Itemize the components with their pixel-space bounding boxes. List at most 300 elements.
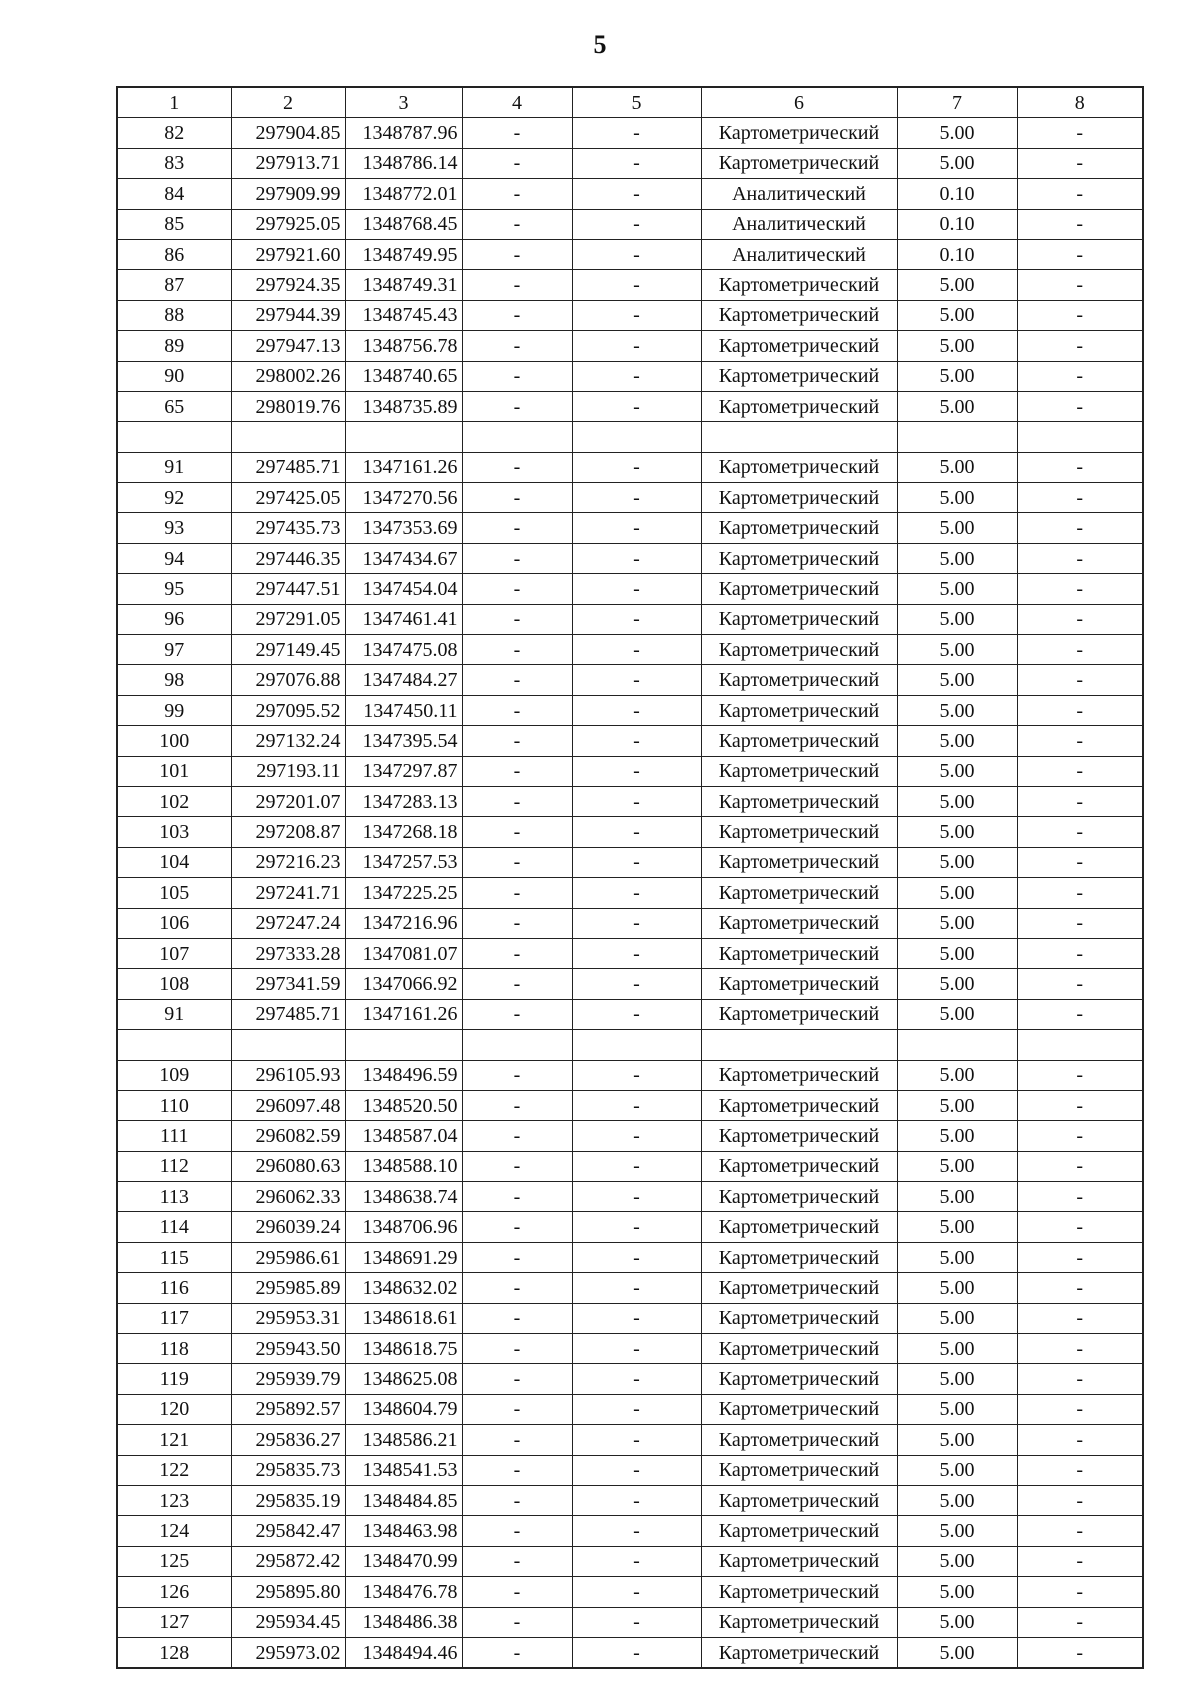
col4-cell: - (462, 361, 572, 391)
table-row (117, 1273, 1143, 1303)
method-cell: Картометрический (701, 574, 897, 604)
col4-cell: - (462, 1394, 572, 1424)
accuracy-cell: 5.00 (897, 361, 1017, 391)
accuracy-cell: 5.00 (897, 1546, 1017, 1576)
method-cell: Картометрический (701, 908, 897, 938)
accuracy-cell: 5.00 (897, 118, 1017, 148)
table-row (117, 1030, 1143, 1060)
col8-cell: - (1017, 1182, 1143, 1212)
col5-cell: - (572, 1577, 701, 1607)
col5-cell: - (572, 999, 701, 1029)
method-cell: Картометрический (701, 513, 897, 543)
y-coordinate-cell: 1348496.59 (345, 1060, 462, 1090)
col4-cell: - (462, 665, 572, 695)
table-row (117, 1394, 1143, 1424)
col5-cell: - (572, 847, 701, 877)
table-row (117, 1121, 1143, 1151)
point-number-cell: 101 (117, 756, 231, 786)
y-coordinate-cell: 1347434.67 (345, 543, 462, 573)
accuracy-cell: 5.00 (897, 1303, 1017, 1333)
table-row (117, 1485, 1143, 1515)
col8-cell: - (1017, 786, 1143, 816)
table-row (117, 786, 1143, 816)
x-coordinate-cell: 295943.50 (231, 1334, 345, 1364)
col4-cell: - (462, 908, 572, 938)
y-coordinate-cell: 1348494.46 (345, 1637, 462, 1668)
accuracy-cell: 5.00 (897, 635, 1017, 665)
y-coordinate-cell: 1348735.89 (345, 391, 462, 421)
col5-cell: - (572, 118, 701, 148)
col5-cell: - (572, 1060, 701, 1090)
table-row (117, 1090, 1143, 1120)
method-cell: Аналитический (701, 209, 897, 239)
method-cell: Картометрический (701, 1607, 897, 1637)
y-coordinate-cell: 1347475.08 (345, 635, 462, 665)
accuracy-cell: 5.00 (897, 1121, 1017, 1151)
accuracy-cell: 5.00 (897, 1212, 1017, 1242)
table-row (117, 300, 1143, 330)
table-row (117, 847, 1143, 877)
x-coordinate-cell: 297095.52 (231, 695, 345, 725)
table-row (117, 635, 1143, 665)
accuracy-cell: 5.00 (897, 270, 1017, 300)
method-cell: Картометрический (701, 726, 897, 756)
y-coordinate-cell: 1347161.26 (345, 999, 462, 1029)
col5-cell: - (572, 513, 701, 543)
method-cell: Картометрический (701, 1425, 897, 1455)
x-coordinate-cell: 295842.47 (231, 1516, 345, 1546)
col5-cell: - (572, 1090, 701, 1120)
header-cell: 7 (897, 87, 1017, 118)
table-row (117, 878, 1143, 908)
y-coordinate-cell (345, 1030, 462, 1060)
method-cell: Картометрический (701, 331, 897, 361)
col5-cell: - (572, 969, 701, 999)
accuracy-cell: 5.00 (897, 695, 1017, 725)
y-coordinate-cell: 1348768.45 (345, 209, 462, 239)
table-row (117, 1516, 1143, 1546)
header-cell: 2 (231, 87, 345, 118)
accuracy-cell: 0.10 (897, 239, 1017, 269)
point-number-cell (117, 1030, 231, 1060)
table-row (117, 817, 1143, 847)
x-coordinate-cell: 296082.59 (231, 1121, 345, 1151)
col5-cell: - (572, 1516, 701, 1546)
col5-cell: - (572, 239, 701, 269)
x-coordinate-cell (231, 1030, 345, 1060)
col4-cell: - (462, 452, 572, 482)
table-row (117, 695, 1143, 725)
accuracy-cell: 5.00 (897, 938, 1017, 968)
col8-cell: - (1017, 239, 1143, 269)
table-row (117, 239, 1143, 269)
point-number-cell: 110 (117, 1090, 231, 1120)
x-coordinate-cell: 295836.27 (231, 1425, 345, 1455)
accuracy-cell: 5.00 (897, 878, 1017, 908)
x-coordinate-cell: 297076.88 (231, 665, 345, 695)
col5-cell: - (572, 1334, 701, 1364)
col5-cell: - (572, 635, 701, 665)
col8-cell: - (1017, 1151, 1143, 1181)
method-cell: Картометрический (701, 1060, 897, 1090)
y-coordinate-cell: 1348463.98 (345, 1516, 462, 1546)
col4-cell: - (462, 1485, 572, 1515)
y-coordinate-cell: 1347353.69 (345, 513, 462, 543)
accuracy-cell: 5.00 (897, 817, 1017, 847)
point-number-cell: 125 (117, 1546, 231, 1576)
x-coordinate-cell: 295872.42 (231, 1546, 345, 1576)
col8-cell: - (1017, 1394, 1143, 1424)
y-coordinate-cell: 1348586.21 (345, 1425, 462, 1455)
table-row (117, 1455, 1143, 1485)
method-cell: Картометрический (701, 938, 897, 968)
table-row (117, 118, 1143, 148)
col4-cell: - (462, 1151, 572, 1181)
method-cell: Картометрический (701, 665, 897, 695)
y-coordinate-cell: 1348476.78 (345, 1577, 462, 1607)
y-coordinate-cell: 1348541.53 (345, 1455, 462, 1485)
y-coordinate-cell: 1348638.74 (345, 1182, 462, 1212)
method-cell: Картометрический (701, 361, 897, 391)
col4-cell: - (462, 878, 572, 908)
col5-cell: - (572, 300, 701, 330)
accuracy-cell: 5.00 (897, 1577, 1017, 1607)
col5-cell: - (572, 209, 701, 239)
accuracy-cell: 5.00 (897, 1273, 1017, 1303)
point-number-cell: 124 (117, 1516, 231, 1546)
point-number-cell: 82 (117, 118, 231, 148)
col8-cell: - (1017, 695, 1143, 725)
accuracy-cell: 5.00 (897, 786, 1017, 816)
col8-cell: - (1017, 635, 1143, 665)
table-row (117, 148, 1143, 178)
x-coordinate-cell: 297909.99 (231, 179, 345, 209)
col5-cell: - (572, 452, 701, 482)
accuracy-cell: 5.00 (897, 847, 1017, 877)
y-coordinate-cell: 1347225.25 (345, 878, 462, 908)
point-number-cell: 113 (117, 1182, 231, 1212)
y-coordinate-cell: 1348772.01 (345, 179, 462, 209)
method-cell: Картометрический (701, 1334, 897, 1364)
col4-cell: - (462, 179, 572, 209)
col5-cell: - (572, 786, 701, 816)
col4-cell: - (462, 1516, 572, 1546)
col5-cell: - (572, 1485, 701, 1515)
col8-cell: - (1017, 938, 1143, 968)
x-coordinate-cell: 297944.39 (231, 300, 345, 330)
y-coordinate-cell: 1348706.96 (345, 1212, 462, 1242)
col5-cell: - (572, 1455, 701, 1485)
col5-cell (572, 422, 701, 452)
table-row (117, 1212, 1143, 1242)
point-number-cell: 120 (117, 1394, 231, 1424)
y-coordinate-cell: 1347270.56 (345, 483, 462, 513)
method-cell: Картометрический (701, 1546, 897, 1576)
method-cell: Картометрический (701, 1455, 897, 1485)
page-number: 5 (593, 30, 607, 59)
col4-cell: - (462, 1273, 572, 1303)
col4-cell: - (462, 1182, 572, 1212)
col4-cell: - (462, 695, 572, 725)
y-coordinate-cell: 1348740.65 (345, 361, 462, 391)
accuracy-cell: 5.00 (897, 391, 1017, 421)
point-number-cell: 123 (117, 1485, 231, 1515)
point-number-cell: 103 (117, 817, 231, 847)
point-number-cell: 118 (117, 1334, 231, 1364)
col5-cell: - (572, 1121, 701, 1151)
method-cell: Картометрический (701, 452, 897, 482)
col4-cell: - (462, 1242, 572, 1272)
col8-cell: - (1017, 543, 1143, 573)
header-cell: 1 (117, 87, 231, 118)
col4-cell: - (462, 1607, 572, 1637)
col4-cell: - (462, 726, 572, 756)
x-coordinate-cell: 297241.71 (231, 878, 345, 908)
x-coordinate-cell: 297216.23 (231, 847, 345, 877)
col4-cell: - (462, 786, 572, 816)
x-coordinate-cell: 295953.31 (231, 1303, 345, 1333)
point-number-cell: 102 (117, 786, 231, 816)
coordinates-table (116, 86, 1144, 1669)
point-number-cell: 65 (117, 391, 231, 421)
col4-cell: - (462, 118, 572, 148)
point-number-cell: 109 (117, 1060, 231, 1090)
col8-cell: - (1017, 118, 1143, 148)
point-number-cell: 115 (117, 1242, 231, 1272)
point-number-cell: 117 (117, 1303, 231, 1333)
col4-cell: - (462, 270, 572, 300)
table-row (117, 361, 1143, 391)
accuracy-cell: 5.00 (897, 1607, 1017, 1637)
method-cell: Картометрический (701, 1485, 897, 1515)
y-coordinate-cell: 1347268.18 (345, 817, 462, 847)
method-cell: Картометрический (701, 1273, 897, 1303)
point-number-cell: 85 (117, 209, 231, 239)
x-coordinate-cell: 297485.71 (231, 452, 345, 482)
point-number-cell: 126 (117, 1577, 231, 1607)
header-cell: 4 (462, 87, 572, 118)
col5-cell: - (572, 1182, 701, 1212)
table-row (117, 179, 1143, 209)
col5-cell: - (572, 1546, 701, 1576)
x-coordinate-cell: 296105.93 (231, 1060, 345, 1090)
point-number-cell: 99 (117, 695, 231, 725)
table-row (117, 1364, 1143, 1394)
point-number-cell: 105 (117, 878, 231, 908)
x-coordinate-cell: 297333.28 (231, 938, 345, 968)
table-row (117, 422, 1143, 452)
x-coordinate-cell: 295986.61 (231, 1242, 345, 1272)
method-cell: Картометрический (701, 999, 897, 1029)
col4-cell: - (462, 483, 572, 513)
x-coordinate-cell: 297425.05 (231, 483, 345, 513)
x-coordinate-cell: 297921.60 (231, 239, 345, 269)
accuracy-cell: 5.00 (897, 452, 1017, 482)
method-cell: Картометрический (701, 969, 897, 999)
col8-cell: - (1017, 817, 1143, 847)
method-cell: Картометрический (701, 1303, 897, 1333)
col8-cell: - (1017, 209, 1143, 239)
col4-cell: - (462, 300, 572, 330)
table-row (117, 1577, 1143, 1607)
method-cell: Картометрический (701, 300, 897, 330)
col5-cell: - (572, 1607, 701, 1637)
y-coordinate-cell: 1347395.54 (345, 726, 462, 756)
x-coordinate-cell: 297208.87 (231, 817, 345, 847)
method-cell: Картометрический (701, 543, 897, 573)
col8-cell: - (1017, 1212, 1143, 1242)
col4-cell: - (462, 331, 572, 361)
x-coordinate-cell: 295934.45 (231, 1607, 345, 1637)
y-coordinate-cell: 1348484.85 (345, 1485, 462, 1515)
table-row (117, 726, 1143, 756)
method-cell: Картометрический (701, 1516, 897, 1546)
table-row (117, 665, 1143, 695)
col4-cell: - (462, 999, 572, 1029)
x-coordinate-cell: 296097.48 (231, 1090, 345, 1120)
col8-cell: - (1017, 1485, 1143, 1515)
table-row (117, 270, 1143, 300)
col8-cell: - (1017, 574, 1143, 604)
col8-cell: - (1017, 483, 1143, 513)
x-coordinate-cell: 297925.05 (231, 209, 345, 239)
col8-cell: - (1017, 969, 1143, 999)
x-coordinate-cell: 295939.79 (231, 1364, 345, 1394)
col8-cell: - (1017, 513, 1143, 543)
point-number-cell: 96 (117, 604, 231, 634)
x-coordinate-cell: 297924.35 (231, 270, 345, 300)
point-number-cell: 91 (117, 999, 231, 1029)
col5-cell (572, 1030, 701, 1060)
y-coordinate-cell: 1347216.96 (345, 908, 462, 938)
method-cell (701, 1030, 897, 1060)
method-cell: Картометрический (701, 483, 897, 513)
method-cell: Картометрический (701, 1212, 897, 1242)
method-cell: Картометрический (701, 635, 897, 665)
y-coordinate-cell: 1348786.14 (345, 148, 462, 178)
point-number-cell: 83 (117, 148, 231, 178)
method-cell: Картометрический (701, 878, 897, 908)
col8-cell: - (1017, 756, 1143, 786)
point-number-cell: 88 (117, 300, 231, 330)
point-number-cell: 93 (117, 513, 231, 543)
method-cell (701, 422, 897, 452)
col5-cell: - (572, 695, 701, 725)
col4-cell: - (462, 1334, 572, 1364)
col8-cell: - (1017, 1060, 1143, 1090)
col8-cell: - (1017, 1121, 1143, 1151)
y-coordinate-cell: 1348625.08 (345, 1364, 462, 1394)
point-number-cell: 116 (117, 1273, 231, 1303)
col4-cell: - (462, 148, 572, 178)
col8-cell: - (1017, 604, 1143, 634)
col5-cell: - (572, 817, 701, 847)
col8-cell: - (1017, 361, 1143, 391)
col4-cell: - (462, 1577, 572, 1607)
accuracy-cell: 5.00 (897, 1394, 1017, 1424)
point-number-cell: 91 (117, 452, 231, 482)
col5-cell: - (572, 391, 701, 421)
y-coordinate-cell: 1348588.10 (345, 1151, 462, 1181)
accuracy-cell: 5.00 (897, 1242, 1017, 1272)
x-coordinate-cell: 297446.35 (231, 543, 345, 573)
accuracy-cell: 5.00 (897, 1485, 1017, 1515)
accuracy-cell: 5.00 (897, 1516, 1017, 1546)
method-cell: Картометрический (701, 1121, 897, 1151)
method-cell: Картометрический (701, 847, 897, 877)
x-coordinate-cell: 298002.26 (231, 361, 345, 391)
col4-cell: - (462, 969, 572, 999)
col5-cell: - (572, 361, 701, 391)
y-coordinate-cell: 1347454.04 (345, 574, 462, 604)
col5-cell: - (572, 908, 701, 938)
point-number-cell: 94 (117, 543, 231, 573)
accuracy-cell: 5.00 (897, 1637, 1017, 1668)
method-cell: Картометрический (701, 1577, 897, 1607)
accuracy-cell: 5.00 (897, 331, 1017, 361)
x-coordinate-cell: 297913.71 (231, 148, 345, 178)
point-number-cell: 84 (117, 179, 231, 209)
col8-cell: - (1017, 300, 1143, 330)
col5-cell: - (572, 756, 701, 786)
col5-cell: - (572, 1364, 701, 1394)
method-cell: Картометрический (701, 1394, 897, 1424)
col8-cell: - (1017, 847, 1143, 877)
x-coordinate-cell: 295973.02 (231, 1637, 345, 1668)
table-row (117, 391, 1143, 421)
col8-cell: - (1017, 1577, 1143, 1607)
x-coordinate-cell: 295895.80 (231, 1577, 345, 1607)
method-cell: Картометрический (701, 270, 897, 300)
x-coordinate-cell: 295835.19 (231, 1485, 345, 1515)
y-coordinate-cell: 1348604.79 (345, 1394, 462, 1424)
y-coordinate-cell: 1348618.75 (345, 1334, 462, 1364)
col5-cell: - (572, 270, 701, 300)
col8-cell: - (1017, 1364, 1143, 1394)
point-number-cell: 87 (117, 270, 231, 300)
col4-cell: - (462, 239, 572, 269)
col5-cell: - (572, 938, 701, 968)
table-row (117, 1060, 1143, 1090)
point-number-cell: 86 (117, 239, 231, 269)
accuracy-cell: 5.00 (897, 1060, 1017, 1090)
header-cell: 8 (1017, 87, 1143, 118)
col4-cell: - (462, 1060, 572, 1090)
table-row (117, 756, 1143, 786)
accuracy-cell: 5.00 (897, 1151, 1017, 1181)
accuracy-cell: 5.00 (897, 483, 1017, 513)
col5-cell: - (572, 331, 701, 361)
col4-cell: - (462, 391, 572, 421)
method-cell: Картометрический (701, 604, 897, 634)
col5-cell: - (572, 1637, 701, 1668)
method-cell: Картометрический (701, 1182, 897, 1212)
col8-cell: - (1017, 726, 1143, 756)
col5-cell: - (572, 604, 701, 634)
col5-cell: - (572, 148, 701, 178)
col8-cell: - (1017, 179, 1143, 209)
col4-cell: - (462, 513, 572, 543)
col5-cell: - (572, 1394, 701, 1424)
method-cell: Картометрический (701, 786, 897, 816)
accuracy-cell: 5.00 (897, 1090, 1017, 1120)
col4-cell: - (462, 756, 572, 786)
table-row (117, 1182, 1143, 1212)
col8-cell: - (1017, 1637, 1143, 1668)
col4-cell: - (462, 938, 572, 968)
col4-cell: - (462, 847, 572, 877)
table-row (117, 908, 1143, 938)
